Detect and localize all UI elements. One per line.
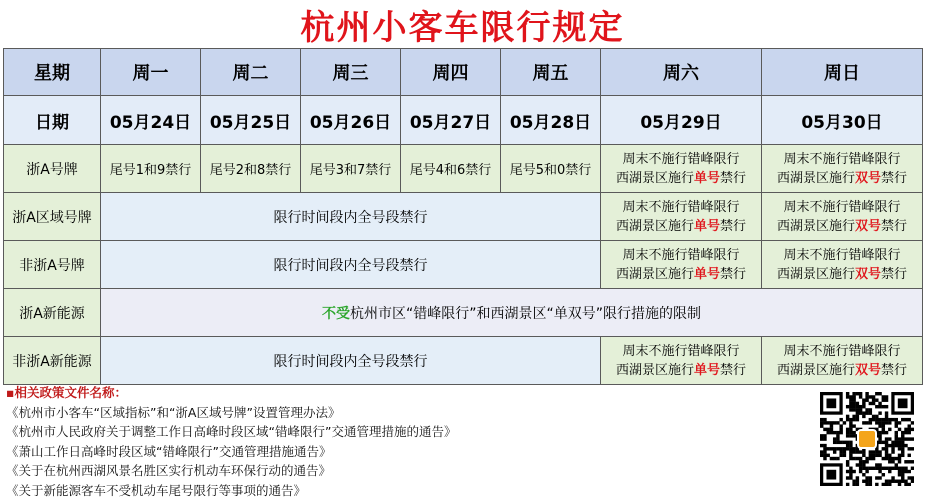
date-fri: 05月28日 [501,96,601,145]
weekend-line2-prefix: 西湖景区施行 [615,266,694,282]
policy-item: 《关于新能源客车不受机动车尾号限行等事项的通告》 [6,482,307,498]
policy-item: 《杭州市小客车“区域指标”和“浙A区域号牌”设置管理办法》 [6,404,341,420]
weekend-line2-prefix: 西湖景区施行 [776,218,855,234]
rule-thu: 尾号4和6禁行 [401,145,501,193]
weekday-tue: 周二 [201,49,301,96]
row-label: 非浙A新能源 [4,337,101,385]
odd-tag: 单号 [693,170,720,186]
weekday-wed: 周三 [301,49,401,96]
weekend-line2-prefix: 西湖景区施行 [615,362,694,378]
row-label: 浙A新能源 [4,289,101,337]
weekend-line2-suffix: 禁行 [720,170,747,186]
even-tag: 双号 [854,266,881,282]
weekend-line1: 周末不施行错峰限行 [783,247,901,263]
weekend-line2-prefix: 西湖景区施行 [776,266,855,282]
qr-code [820,392,914,486]
weekend-line1: 周末不施行错峰限行 [783,343,901,359]
weekday-header-row [4,49,923,96]
weekend-line2-prefix: 西湖景区施行 [776,170,855,186]
weekend-line1: 周末不施行错峰限行 [622,247,740,263]
weekday-header-label: 星期 [4,49,101,96]
date-sat: 05月29日 [601,96,762,145]
odd-tag: 单号 [693,218,720,234]
weekday-rule: 限行时间段内全号段禁行 [101,337,601,385]
weekday-rule: 限行时间段内全号段禁行 [101,193,601,241]
row-zhea [4,145,923,193]
weekday-sun: 周日 [762,49,923,96]
odd-tag: 单号 [693,362,720,378]
date-tue: 05月25日 [201,96,301,145]
weekend-line2-prefix: 西湖景区施行 [776,362,855,378]
row-zhea-region [4,193,923,241]
weekend-line2-suffix: 禁行 [881,170,908,186]
policy-item: 《关于在杭州西湖风景名胜区实行机动车环保行动的通告》 [6,463,332,478]
row-zhea-new-energy [4,289,923,337]
weekend-line1: 周末不施行错峰限行 [622,199,740,215]
weekend-rule-sun [762,193,923,241]
rule-wed: 尾号3和7禁行 [301,145,401,193]
weekday-fri: 周五 [501,49,601,96]
even-tag: 双号 [854,362,881,378]
weekend-rule-sun [762,241,923,289]
row-label: 浙A号牌 [4,145,101,193]
weekday-thu: 周四 [401,49,501,96]
row-label: 非浙A号牌 [4,241,101,289]
weekend-rule-sat [601,337,762,385]
weekday-sat: 周六 [601,49,762,96]
weekend-line1: 周末不施行错峰限行 [783,199,901,215]
policy-item: 《杭州市人民政府关于调整工作日高峰时段区域“错峰限行”交通管理措施的通告》 [6,424,457,439]
date-wed: 05月26日 [301,96,401,145]
even-tag: 双号 [854,218,881,234]
weekend-line2-suffix: 禁行 [720,266,747,282]
row-label: 浙A区域号牌 [4,193,101,241]
rule-mon: 尾号1和9禁行 [101,145,201,193]
weekend-line1: 周末不施行错峰限行 [622,343,740,359]
policy-list [6,383,806,500]
new-energy-rule-text: 杭州市区“错峰限行”和西湖景区“单双号”限行措施的限制 [349,305,701,322]
rule-tue: 尾号2和8禁行 [201,145,301,193]
row-non-zhea [4,241,923,289]
weekend-rule-sat [601,241,762,289]
date-label: 日期 [4,96,101,145]
weekend-line2-prefix: 西湖景区施行 [615,218,694,234]
rule-fri: 尾号5和0禁行 [501,145,601,193]
weekend-line2-suffix: 禁行 [881,266,908,282]
weekend-rule-sat [601,193,762,241]
odd-tag: 单号 [693,266,720,282]
weekend-line2-suffix: 禁行 [720,362,747,378]
policy-heading: ▪相关政策文件名称： [6,385,127,400]
restriction-table [3,48,923,385]
policy-item: 《萧山工作日高峰时段区域“错峰限行”交通管理措施通告》 [6,443,332,459]
qr-code-icon [820,392,914,486]
exempt-tag: 不受 [321,305,350,322]
date-sun: 05月30日 [762,96,923,145]
weekday-rule: 限行时间段内全号段禁行 [101,241,601,289]
weekend-rule-sun [762,145,923,193]
weekend-line2-suffix: 禁行 [881,362,908,378]
weekend-line1: 周末不施行错峰限行 [783,151,901,167]
weekend-line1: 周末不施行错峰限行 [622,151,740,167]
weekday-mon: 周一 [101,49,201,96]
page-title: 杭州小客车限行规定 [300,7,625,48]
weekend-line2-suffix: 禁行 [881,218,908,234]
even-tag: 双号 [854,170,881,186]
weekend-rule-sat [601,145,762,193]
new-energy-rule [101,289,923,337]
weekend-line2-prefix: 西湖景区施行 [615,170,694,186]
date-row [4,96,923,145]
weekend-rule-sun [762,337,923,385]
date-thu: 05月27日 [401,96,501,145]
weekend-line2-suffix: 禁行 [720,218,747,234]
row-non-zhea-new-energy [4,337,923,385]
date-mon: 05月24日 [101,96,201,145]
